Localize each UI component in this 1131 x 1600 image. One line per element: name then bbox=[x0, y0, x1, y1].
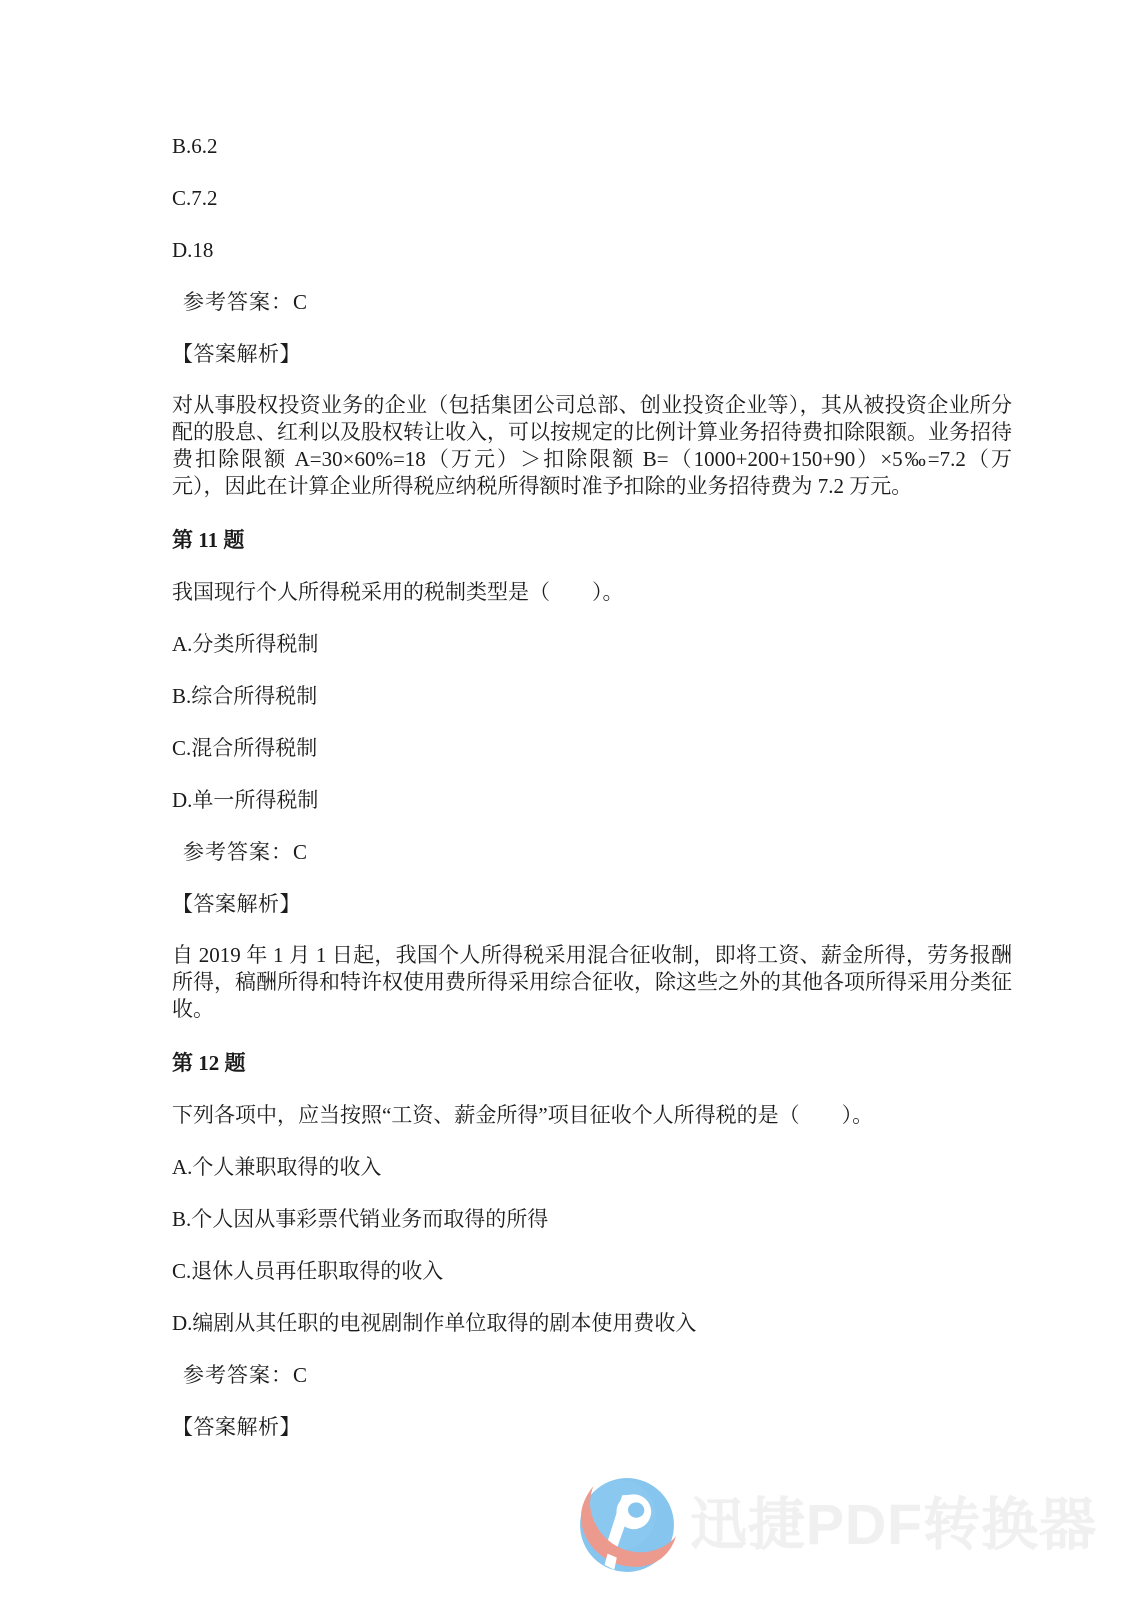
q10-option-b: B.6.2 bbox=[172, 134, 218, 158]
q10-option-c: C.7.2 bbox=[172, 186, 218, 210]
q10-reference-answer: 参考答案：C bbox=[183, 290, 309, 314]
q12-reference-answer: 参考答案：C bbox=[183, 1363, 309, 1387]
q12-option-b: B.个人因从事彩票代销业务而取得的所得 bbox=[172, 1207, 549, 1231]
q11-option-a: A.分类所得税制 bbox=[172, 632, 319, 656]
q12-analysis-label: 【答案解析】 bbox=[172, 1415, 301, 1439]
q12-option-a: A.个人兼职取得的收入 bbox=[172, 1155, 382, 1179]
pdf-converter-logo-icon bbox=[578, 1476, 676, 1574]
q10-analysis-label: 【答案解析】 bbox=[172, 342, 301, 366]
pdf-converter-watermark bbox=[578, 1476, 1097, 1574]
q12-question: 下列各项中，应当按照“工资、薪金所得”项目征收个人所得税的是（ ）。 bbox=[172, 1103, 874, 1127]
q11-option-c: C.混合所得税制 bbox=[172, 736, 318, 760]
q11-analysis-label: 【答案解析】 bbox=[172, 892, 301, 916]
q11-reference-answer: 参考答案：C bbox=[183, 840, 309, 864]
document-page bbox=[172, 132, 1012, 1465]
q11-option-d: D.单一所得税制 bbox=[172, 788, 319, 812]
q12-title: 第 12 题 bbox=[172, 1051, 246, 1075]
q10-analysis-text: 对从事股权投资业务的企业（包括集团公司总部、创业投资企业等），其从被投资企业所分配的股息、红利以及股权转让收入，可以按规定的比例计算业务招待费扣除限额。业务招待费扣除限额 A=30×60%=18（万元）＞扣除限额 B=（1000+200+150+90）×5‰=7.2（万元），因此在计算企业所得税应纳税所得额时准予扣除的业务招待费为 7.2 万元。 bbox=[172, 393, 1012, 498]
q11-analysis-text: 自 2019 年 1 月 1 日起，我国个人所得税采用混合征收制，即将工资、薪金所得，劳务报酬所得，稿酬所得和特许权使用费所得采用综合征收，除这些之外的其他各项所得采用分类征收。 bbox=[172, 943, 1012, 1021]
q11-question: 我国现行个人所得税采用的税制类型是（ ）。 bbox=[172, 580, 624, 604]
q10-option-d: D.18 bbox=[172, 238, 214, 262]
q12-option-c: C.退休人员再任职取得的收入 bbox=[172, 1259, 444, 1283]
q11-title: 第 11 题 bbox=[172, 528, 245, 552]
q11-option-b: B.综合所得税制 bbox=[172, 684, 318, 708]
pdf-converter-watermark-text: 迅捷PDF转换器 bbox=[690, 1492, 1097, 1557]
q12-option-d: D.编剧从其任职的电视剧制作单位取得的剧本使用费收入 bbox=[172, 1311, 697, 1335]
